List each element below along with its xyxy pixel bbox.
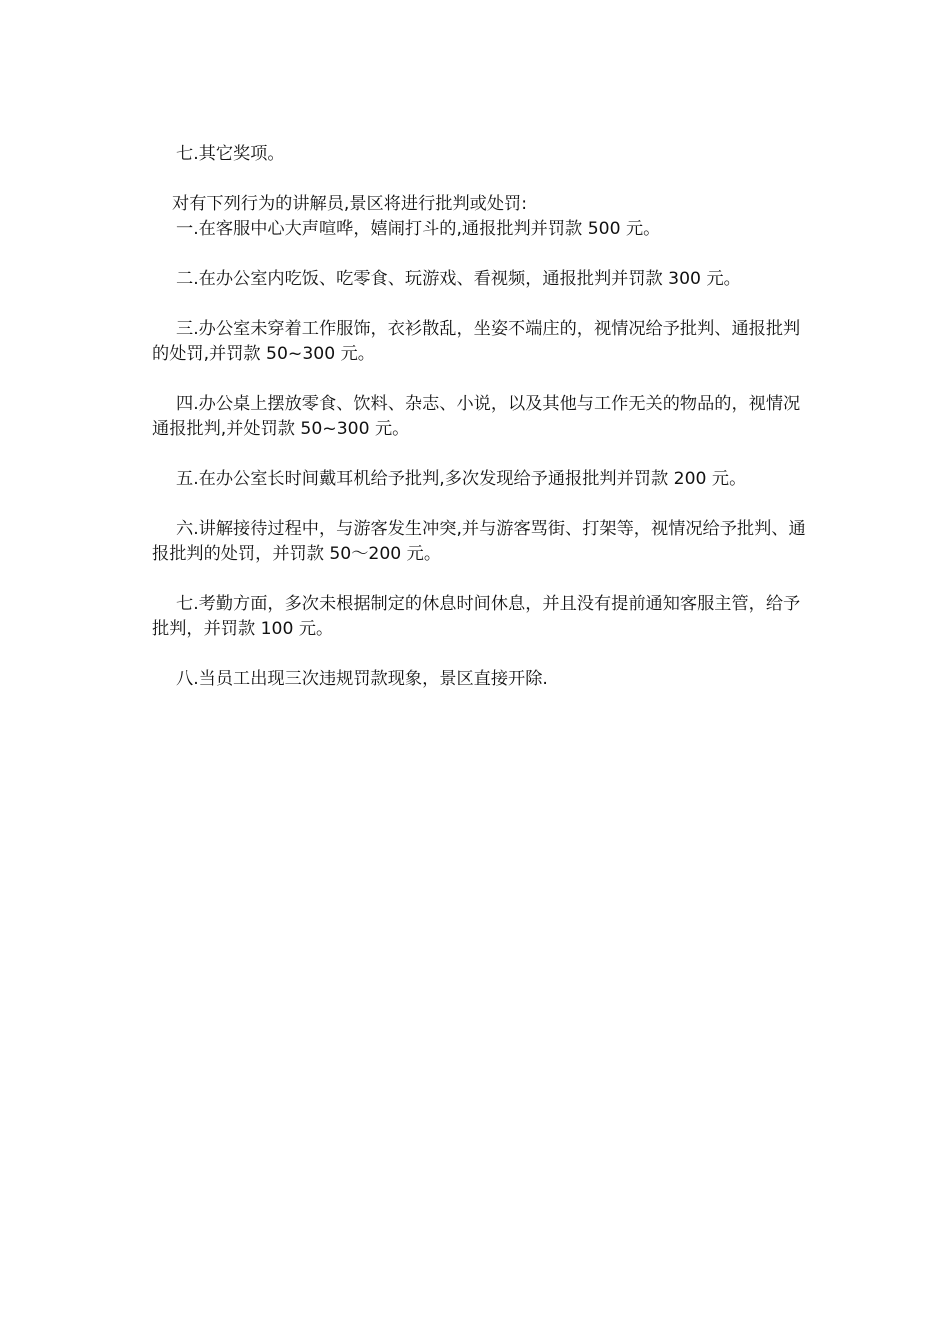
penalty-intro: 对有下列行为的讲解员,景区将进行批判或处罚: — [172, 194, 528, 214]
other-awards-item: 七.其它奖项。 — [176, 144, 285, 164]
document-body — [152, 142, 817, 692]
penalty-item-3: 三.办公室未穿着工作服饰，衣衫散乱，坐姿不端庄的，视情况给予批判、通报批判的处罚,并罚款 50~300 元。 — [152, 319, 801, 364]
penalty-item-7: 七.考勤方面，多次未根据制定的休息时间休息，并且没有提前通知客服主管，给予批判，并罚款 100 元。 — [152, 594, 801, 639]
penalty-item-8: 八.当员工出现三次违规罚款现象，景区直接开除. — [176, 669, 548, 689]
penalty-item-4: 四.办公桌上摆放零食、饮料、杂志、小说，以及其他与工作无关的物品的，视情况通报批判,并处罚款 50~300 元。 — [152, 394, 801, 439]
penalty-item-6: 六.讲解接待过程中，与游客发生冲突,并与游客骂街、打架等，视情况给予批判、通报批判的处罚，并罚款 50～200 元。 — [152, 519, 806, 564]
penalty-item-2: 二.在办公室内吃饭、吃零食、玩游戏、看视频，通报批判并罚款 300 元。 — [176, 269, 741, 289]
penalty-item-1: 一.在客服中心大声喧哗，嬉闹打斗的,通报批判并罚款 500 元。 — [176, 219, 661, 239]
penalty-item-5: 五.在办公室长时间戴耳机给予批判,多次发现给予通报批判并罚款 200 元。 — [176, 469, 747, 489]
